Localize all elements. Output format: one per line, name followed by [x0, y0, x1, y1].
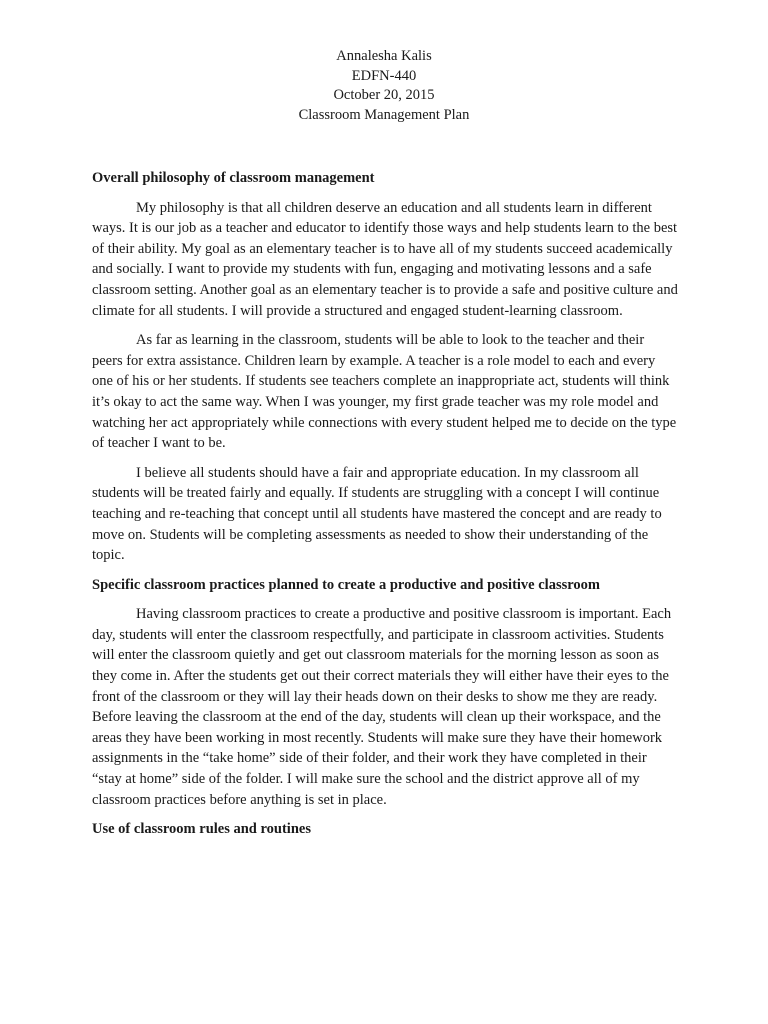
- course-code: EDFN-440: [351, 67, 417, 84]
- section-heading-rules: Use of classroom rules and routines: [92, 821, 311, 838]
- document-header: [0, 47, 768, 125]
- paragraph: My philosophy is that all children deserve an education and all students learn in different ways. It is our job as a teacher and educator to identify those ways and help students learn to the best of their ability. My goal as an elementary teacher is to have all of my students succeed academically and socially. I want to provide my students with fun, engaging and motivating lessons and a safe classroom setting. Another goal as an elementary teacher is to provide a safe and positive culture and climate for all students. I will provide a structured and engaged student-learning classroom.: [92, 199, 678, 319]
- document-title: Classroom Management Plan: [298, 106, 470, 123]
- paragraph: I believe all students should have a fair and appropriate education. In my classroom all students will be treated fairly and equally. If students are struggling with a concept I will continue teaching and re-teaching that concept until all students have mastered the concept and are ready to move on. Students will be completing assessments as needed to show their understanding of the topic.: [92, 464, 662, 564]
- document-date: October 20, 2015: [333, 87, 435, 103]
- section-heading-philosophy: Overall philosophy of classroom management: [92, 170, 375, 186]
- paragraph: As far as learning in the classroom, students will be able to look to the teacher and their peers for extra assistance. Children learn by example. A teacher is a role model to each and every one of his or her students. If students see teachers complete an inappropriate act, students will think it’s okay to act the same way. When I was younger, my first grade teacher was my role model and watching her act appropriately while connections with every student helped me to decide on the type of teacher I want to be.: [92, 332, 677, 452]
- author-name: Annalesha Kalis: [336, 48, 432, 64]
- paragraph: Having classroom practices to create a productive and positive classroom is important. Each day, students will enter the classroom respectfully, and participate in classroom activities. Students will enter the classroom quietly and get out classroom materials for the morning lesson as soon as they come in. After the students get out their correct materials they will either have their eyes to the front of the classroom or they will lay their heads down on their desks to show me they are ready. Before leaving the classroom at the end of the day, students will clean up their workspace, and the areas they have been working in most recently. Students will make sure they have their homework assignments in the “take home” side of their folder, and their work they have completed in their “stay at home” side of the folder. I will make sure the school and the district approve all of my classroom practices before anything is set in place.: [92, 606, 672, 808]
- document-body: [92, 168, 678, 849]
- section-heading-practices: Specific classroom practices planned to create a productive and positive classroom: [92, 576, 600, 593]
